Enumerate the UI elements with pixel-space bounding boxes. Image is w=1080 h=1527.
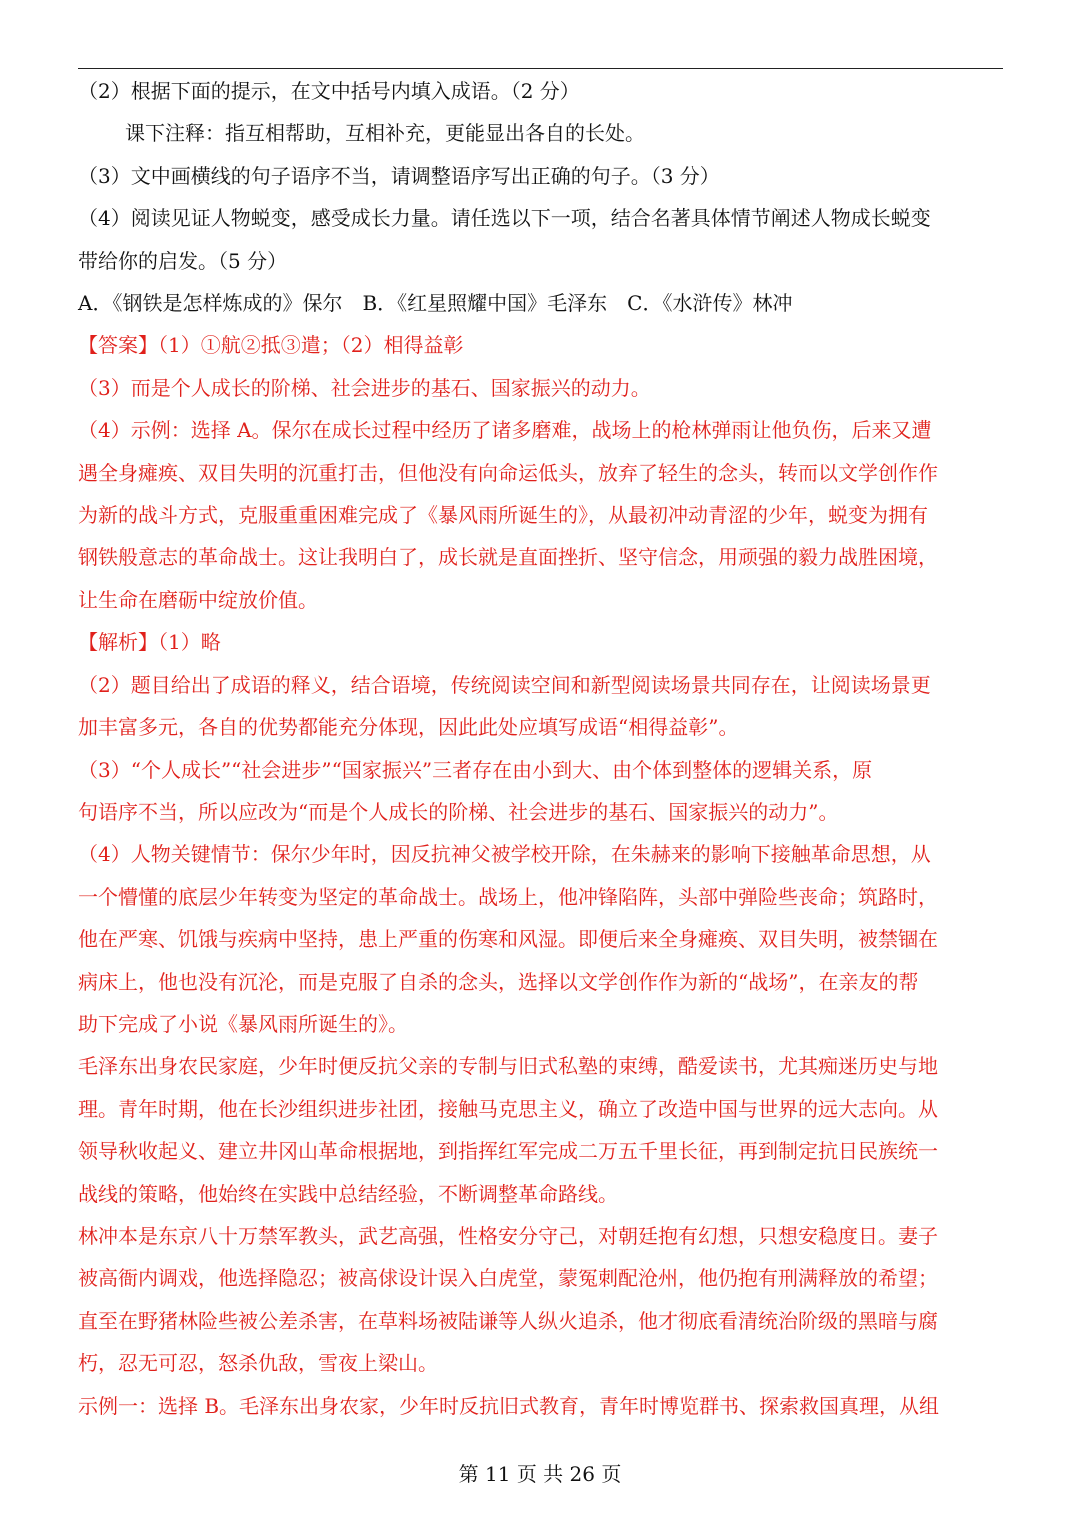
analysis-lin-line: 被高衙内调戏，他选择隐忍；被高俅设计误入白虎堂，蒙冤刺配沧州，他仍抱有刑满释放的希望； <box>78 1266 938 1291</box>
analysis-lin-line: 林冲本是东京八十万禁军教头，武艺高强，性格安分守己，对朝廷抱有幻想，只想安稳度日。妻子 <box>78 1223 938 1248</box>
page-content <box>78 70 1003 1427</box>
question-2: （2）根据下面的提示，在文中括号内填入成语。（2 分） <box>78 79 580 103</box>
question-3: （3）文中画横线的句子语序不当，请调整语序写出正确的句子。（3 分） <box>78 163 720 188</box>
analysis-lin-line: 直至在野猪林险些被公差杀害，在草料场被陆谦等人纵火追杀，他才彻底看清统治阶级的黑暗与腐 <box>78 1308 938 1333</box>
analysis-4-line: 他在严寒、饥饿与疾病中坚持，患上严重的伤寒和风湿。即便后来全身瘫痪、双目失明，被禁锢在 <box>78 927 938 952</box>
analysis-example-1: 示例一：选择 B。毛泽东出身农家，少年时反抗旧式教育，青年时博览群书、探索救国真理，从组 <box>78 1393 940 1418</box>
analysis-2-line: （2）题目给出了成语的释义，结合语境，传统阅读空间和新型阅读场景共同存在，让阅读场景更 <box>78 672 931 697</box>
analysis-3-line: （3）“个人成长”“社会进步”“国家振兴”三者存在由小到大、由个体到整体的逻辑关系，原 <box>78 757 873 782</box>
answer-1: 【答案】（1）①航②抵③遣；（2）相得益彰 <box>78 333 464 358</box>
answer-4-line: 为新的战斗方式，克服重重困难完成了《暴风雨所诞生的》，从最初冲动青涩的少年，蜕变为拥有 <box>78 503 928 528</box>
question-2-note: 课下注释：指互相帮助，互相补充，更能显出各自的长处。 <box>125 121 645 146</box>
analysis-4-line: 助下完成了小说《暴风雨所诞生的》。 <box>78 1011 408 1036</box>
analysis-mao-line: 领导秋收起义、建立井冈山革命根据地，到指挥红军完成二万五千里长征，再到制定抗日民族统一 <box>78 1139 938 1164</box>
answer-4-line: 遇全身瘫痪、双目失明的沉重打击，但他没有向命运低头，放弃了轻生的念头，转而以文学创作作 <box>78 460 938 485</box>
answer-4-line: 让生命在磨砺中绽放价值。 <box>78 587 318 612</box>
answer-4-line: 钢铁般意志的革命战士。这让我明白了，成长就是直面挫折、坚守信念，用顽强的毅力战胜困境， <box>78 545 938 570</box>
header-rule <box>78 68 1003 69</box>
analysis-lin-line: 朽，忍无可忍，怒杀仇敌，雪夜上梁山。 <box>78 1351 438 1376</box>
question-options: A．《钢铁是怎样炼成的》保尔 B．《红星照耀中国》毛泽东 C．《水浒传》林冲 <box>78 291 793 316</box>
analysis-3-line: 句语序不当，所以应改为“而是个人成长的阶梯、社会进步的基石、国家振兴的动力”。 <box>78 799 839 824</box>
analysis-2-line: 加丰富多元，各自的优势都能充分体现，因此此处应填写成语“相得益彰”。 <box>78 715 739 740</box>
analysis-1: 【解析】（1）略 <box>78 630 221 655</box>
analysis-4-line: 病床上，他也没有沉沦，而是克服了自杀的念头，选择以文学创作作为新的“战场”，在亲友的帮 <box>78 969 919 994</box>
answer-3: （3）而是个人成长的阶梯、社会进步的基石、国家振兴的动力。 <box>78 375 651 400</box>
analysis-4-line: （4）人物关键情节：保尔少年时，因反抗神父被学校开除，在朱赫来的影响下接触革命思想，从 <box>78 842 931 867</box>
analysis-mao-line: 战线的策略，他始终在实践中总结经验，不断调整革命路线。 <box>78 1181 618 1206</box>
answer-4-line: （4）示例：选择 A。保尔在成长过程中经历了诸多磨难，战场上的枪林弹雨让他负伤，后来又遭 <box>78 418 932 443</box>
analysis-mao-line: 理。青年时期，他在长沙组织进步社团，接触马克思主义，确立了改造中国与世界的远大志向。从 <box>78 1096 938 1121</box>
question-4-line-1: （4）阅读见证人物蜕变，感受成长力量。请任选以下一项，结合名著具体情节阐述人物成长蜕变 <box>78 206 931 231</box>
analysis-4-line: 一个懵懂的底层少年转变为坚定的革命战士。战场上，他冲锋陷阵，头部中弹险些丧命；筑路时， <box>78 884 938 909</box>
page-footer: 第 11 页 共 26 页 <box>458 1462 622 1486</box>
question-4-line-2: 带给你的启发。（5 分） <box>78 248 288 273</box>
analysis-mao-line: 毛泽东出身农民家庭，少年时便反抗父亲的专制与旧式私塾的束缚，酷爱读书，尤其痴迷历史与地 <box>78 1054 938 1079</box>
